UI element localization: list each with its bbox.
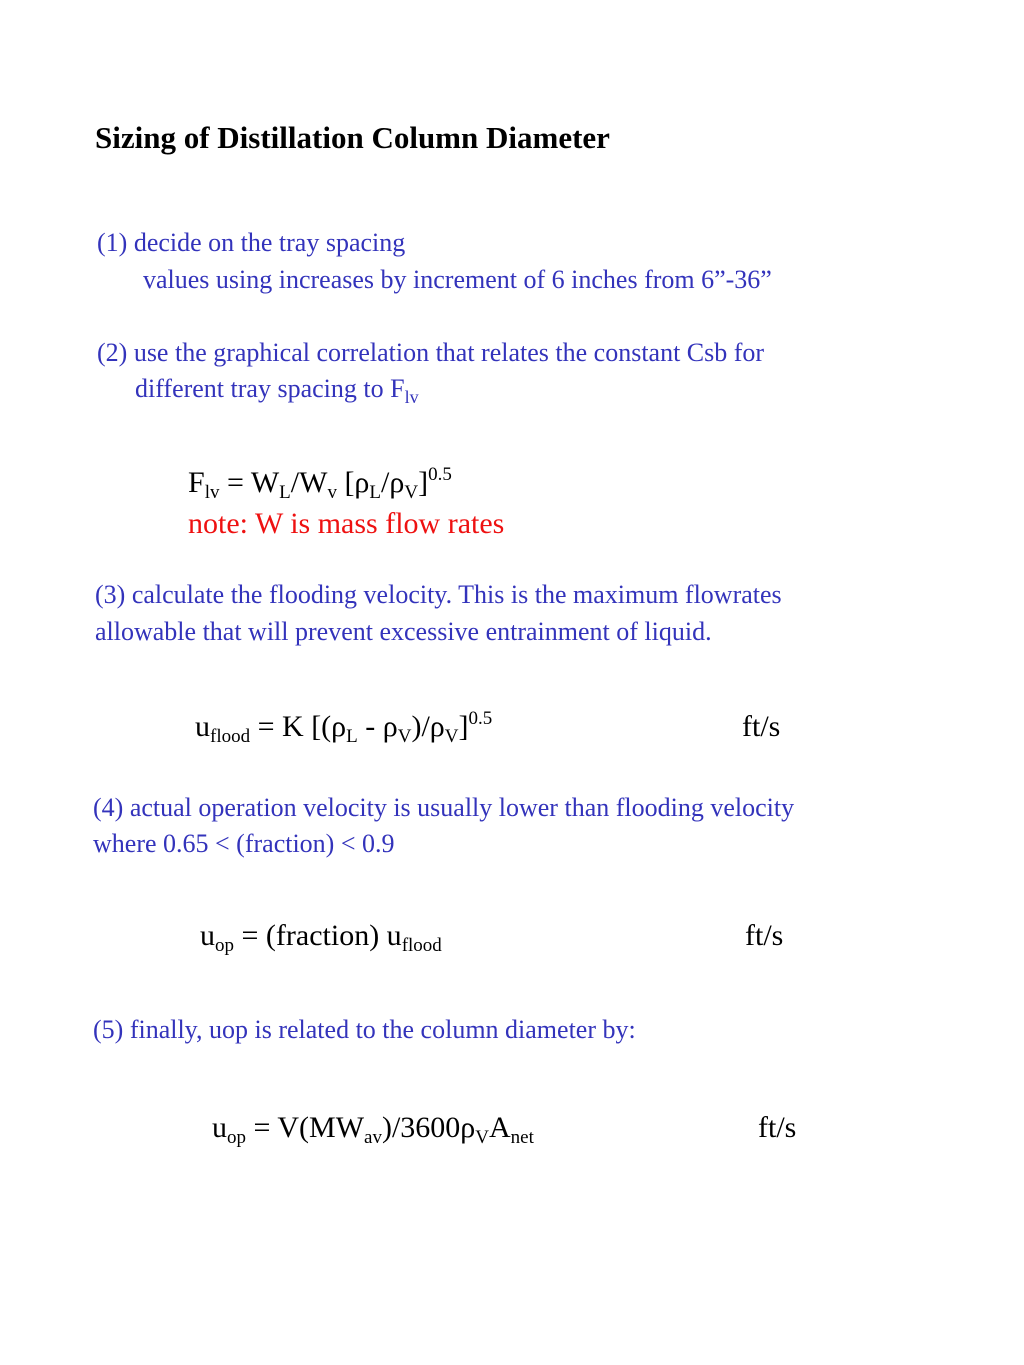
- uop-diameter-unit: ft/s: [758, 1111, 797, 1144]
- eq-text: ]: [458, 710, 469, 743]
- eq-text: u: [195, 710, 210, 743]
- step-2-line-1: (2) use the graphical correlation that relates the constant Csb for: [97, 338, 765, 367]
- step-5-line-1: (5) finally, uop is related to the column diameter by:: [93, 1015, 636, 1044]
- eq-sub: net: [510, 1127, 534, 1148]
- step-4-line-1: (4) actual operation velocity is usually lower than flooding velocity: [93, 793, 795, 822]
- step-2-line-2: [135, 370, 419, 407]
- uop-fraction-equation: [200, 919, 442, 956]
- eq-text: F: [188, 466, 205, 499]
- eq-sub: v: [327, 482, 337, 503]
- eq-sub: V: [475, 1127, 489, 1148]
- step-2-text: different tray spacing to F: [135, 374, 405, 403]
- flv-equation: [188, 464, 452, 503]
- eq-text: )/ρ: [411, 710, 445, 743]
- eq-text: = V(MW: [246, 1111, 365, 1144]
- uflood-unit: ft/s: [742, 710, 781, 743]
- uflood-equation: [195, 708, 493, 747]
- eq-sub: op: [215, 935, 234, 956]
- step-2-sub: lv: [404, 387, 419, 407]
- eq-sub: lv: [204, 482, 220, 503]
- step-1-line-1: (1) decide on the tray spacing: [97, 228, 406, 257]
- eq-text: = K [(ρ: [250, 710, 347, 743]
- eq-text: u: [200, 919, 215, 952]
- eq-text: - ρ: [357, 710, 398, 743]
- eq-text: = W: [219, 466, 280, 499]
- eq-sup: 0.5: [468, 708, 493, 729]
- eq-text: u: [212, 1111, 227, 1144]
- step-3-line-1: (3) calculate the flooding velocity. This is the maximum flowrates: [95, 580, 782, 609]
- eq-text: = (fraction) u: [234, 919, 402, 952]
- uop-diameter-equation: [212, 1111, 534, 1148]
- uop-fraction-unit: ft/s: [745, 919, 784, 952]
- eq-text: ]: [418, 466, 429, 499]
- eq-sub: L: [369, 482, 382, 503]
- eq-sub: flood: [401, 935, 442, 956]
- eq-text: )/3600ρ: [381, 1111, 476, 1144]
- eq-text: [ρ: [336, 466, 370, 499]
- step-4-line-2: where 0.65 < (fraction) < 0.9: [93, 829, 395, 858]
- eq-text: /ρ: [381, 466, 405, 499]
- eq-text: A: [489, 1111, 511, 1144]
- page-title: Sizing of Distillation Column Diameter: [95, 120, 610, 155]
- eq-sub: V: [397, 726, 412, 747]
- eq-sub: op: [227, 1127, 246, 1148]
- step-3-line-2: allowable that will prevent excessive entrainment of liquid.: [95, 617, 712, 646]
- eq-sub: L: [279, 482, 291, 503]
- eq-sup: 0.5: [428, 464, 452, 485]
- eq-sub: L: [346, 726, 358, 747]
- eq-sub: V: [404, 482, 419, 503]
- mass-flow-note: note: W is mass flow rates: [188, 507, 505, 540]
- eq-text: /W: [290, 466, 328, 499]
- eq-sub: av: [364, 1127, 382, 1148]
- step-1-line-2: values using increases by increment of 6 inches from 6”-36”: [143, 265, 772, 294]
- eq-sub: flood: [210, 726, 251, 747]
- eq-sub: V: [444, 726, 459, 747]
